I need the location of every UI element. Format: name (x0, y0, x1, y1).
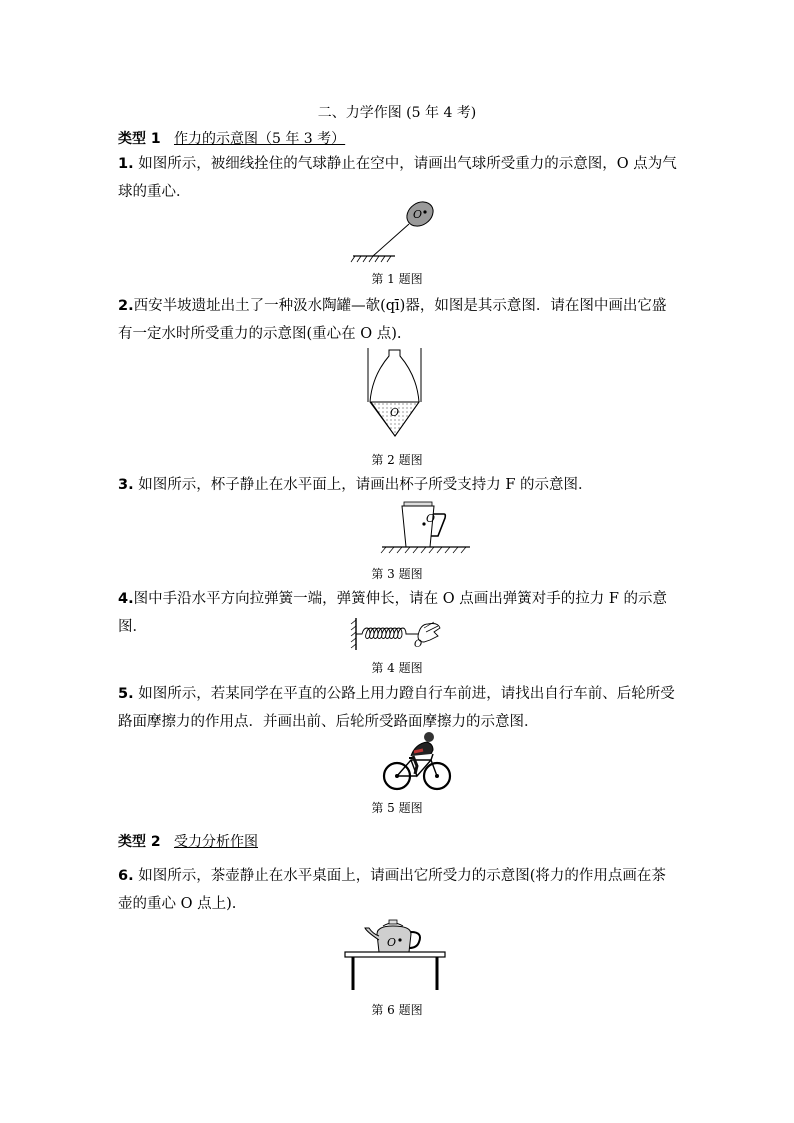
question-3-text: 如图所示，杯子静止在水平面上，请画出杯子所受支持力 F 的示意图． (133, 477, 593, 493)
section-title: 二、力学作图 (5 年 4 考) (317, 105, 477, 121)
caption-1: 第 1 题图 (371, 272, 423, 286)
question-6-text: 如图所示，茶壶静止在水平桌面上，请画出它所受力的示意图(将力的作用点画在茶壶的重心 O 点上). (118, 868, 666, 912)
figure-6-point-label: O (387, 936, 397, 949)
question-3 (118, 471, 678, 499)
type1-heading (118, 128, 345, 148)
question-4-number: 4. (118, 591, 134, 607)
figure-3-point-label: O (426, 512, 436, 525)
caption-6: 第 6 题图 (371, 1003, 423, 1017)
question-2-number: 2. (118, 298, 134, 314)
type1-label: 类型 1 (118, 131, 161, 147)
caption-2: 第 2 题图 (371, 453, 423, 467)
caption-3: 第 3 题图 (371, 567, 423, 581)
figure-4-spring (348, 614, 446, 654)
caption-5: 第 5 题图 (371, 801, 423, 815)
question-2 (118, 292, 678, 348)
figure-3-cup (378, 500, 474, 556)
figure-1-point-label: O (413, 208, 423, 221)
question-5-text: 如图所示，若某同学在平直的公路上用力蹬自行车前进，请找出自行车前、后轮所受路面摩擦力的作用点．并画出前、后轮所受路面摩擦力的示意图． (118, 686, 675, 730)
question-5-number: 5. (118, 686, 134, 702)
figure-4-point-label: O (414, 639, 423, 650)
figure-1-balloon (345, 196, 445, 264)
type2-heading (118, 831, 258, 851)
question-6-number: 6. (118, 868, 134, 884)
question-5 (118, 680, 678, 736)
question-1-text: 如图所示，被细线拴住的气球静止在空中，请画出气球所受重力的示意图，O 点为气球的重心． (118, 156, 677, 200)
type1-title: 作力的示意图（5 年 3 考） (173, 131, 346, 147)
type2-title: 受力分析作图 (173, 834, 258, 850)
figure-2-point-label: O (390, 406, 400, 419)
figure-2-water-jar (365, 346, 425, 440)
question-6 (118, 862, 678, 918)
question-3-number: 3. (118, 477, 134, 493)
question-4-text: 图中手沿水平方向拉弹簧一端，弹簧伸长，请在 O 点画出弹簧对手的拉力 F 的示意图． (118, 591, 667, 635)
type2-label: 类型 2 (118, 834, 161, 850)
question-1-number: 1. (118, 156, 134, 172)
question-2-text: 西安半坡遗址出土了一种汲水陶罐—欹(qī)器，如图是其示意图．请在图中画出它盛有一定水时所受重力的示意图(重心在 O 点). (118, 298, 667, 342)
figure-6-teapot-on-table (341, 918, 449, 992)
figure-5-cyclist (381, 730, 453, 794)
caption-4: 第 4 题图 (371, 661, 423, 675)
